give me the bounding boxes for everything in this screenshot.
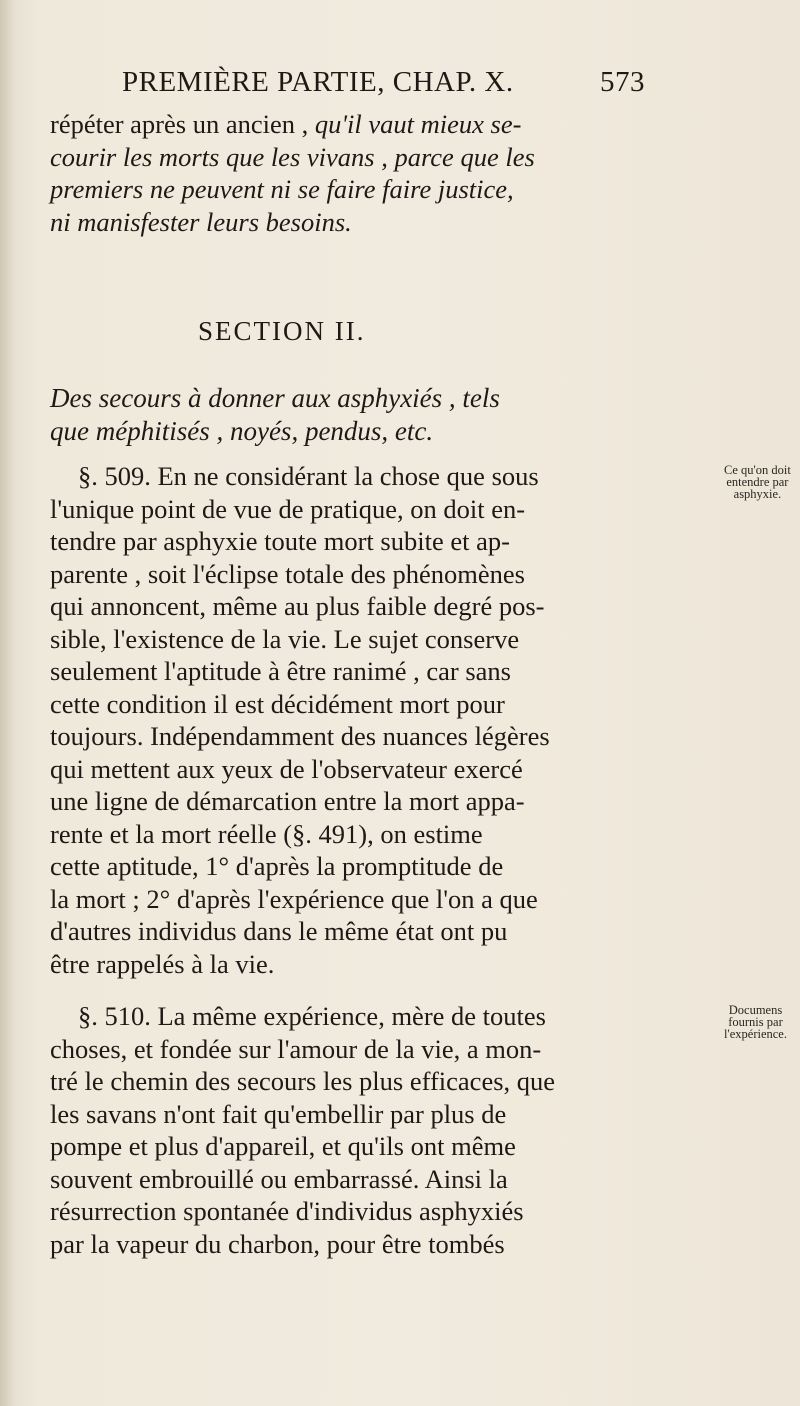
page-number: 573	[600, 66, 645, 98]
text-line: cette condition il est décidément mort pour	[50, 688, 505, 719]
text-line: parente , soit l'éclipse totale des phénomènes	[50, 558, 525, 589]
subtitle-line: Des secours à donner aux asphyxiés , tels	[50, 383, 500, 413]
section-subtitle	[50, 382, 500, 448]
text-line: une ligne de démarcation entre la mort appa-	[50, 786, 525, 816]
subtitle-line: que méphitisés , noyés, pendus, etc.	[50, 416, 434, 446]
text-line: tré le chemin des secours les plus efficaces, que	[50, 1066, 556, 1096]
text-line: §. 510. La même expérience, mère de toutes	[78, 1001, 546, 1031]
text-line: par la vapeur du charbon, pour être tombés	[50, 1228, 505, 1259]
text-line: l'unique point de vue de pratique, on doit en-	[50, 493, 526, 524]
text-line: les savans n'ont fait qu'embellir par plus de	[50, 1098, 507, 1129]
margin-note-509: Ce qu'on doit entendre par asphyxie.	[724, 463, 791, 501]
margin-note-510: Documens fournis par l'expérience.	[724, 1003, 787, 1041]
text-line: être rappelés à la vie.	[50, 948, 275, 979]
text-line: souvent embrouillé ou embarrassé. Ainsi la	[50, 1163, 508, 1194]
intro-paragraph	[50, 108, 770, 238]
text-line: la mort ; 2° d'après l'expérience que l'on a que	[50, 883, 538, 914]
section-title: SECTION II.	[198, 316, 366, 346]
text-line: rente et la mort réelle (§. 491), on estime	[50, 818, 483, 849]
text-line: pompe et plus d'appareil, et qu'ils ont même	[50, 1131, 516, 1161]
text-line: qui annoncent, même au plus faible degré pos-	[50, 591, 545, 621]
text-line: tendre par asphyxie toute mort subite et ap-	[50, 526, 510, 556]
text-line: seulement l'aptitude à être ranimé , car sans	[50, 656, 511, 686]
page-gutter	[0, 0, 14, 1406]
text-line: cette aptitude, 1° d'après la promptitude de	[50, 851, 504, 881]
running-header	[122, 66, 645, 99]
text-line: qui mettent aux yeux de l'observateur exercé	[50, 753, 523, 784]
running-title: PREMIÈRE PARTIE, CHAP. X.	[122, 66, 514, 98]
text-line: sible, l'existence de la vie. Le sujet conserve	[50, 623, 520, 654]
text-line: résurrection spontanée d'individus asphyxiés	[50, 1196, 524, 1226]
text-line: §. 509. En ne considérant la chose que sous	[78, 461, 539, 491]
text-line: choses, et fondée sur l'amour de la vie, a mon-	[50, 1033, 542, 1064]
text-line: toujours. Indépendamment des nuances légères	[50, 721, 550, 751]
paragraph-509	[50, 460, 770, 980]
text-line: premiers ne peuvent ni se faire faire justice,	[50, 174, 514, 204]
text-line: d'autres individus dans le même état ont pu	[50, 916, 508, 946]
text-line: ni manisfester leurs besoins.	[50, 206, 352, 237]
paragraph-510	[50, 1000, 770, 1260]
text-line: courir les morts que les vivans , parce que les	[50, 141, 535, 172]
text-line: répéter après un ancien , qu'il vaut mieux se-	[50, 109, 522, 139]
